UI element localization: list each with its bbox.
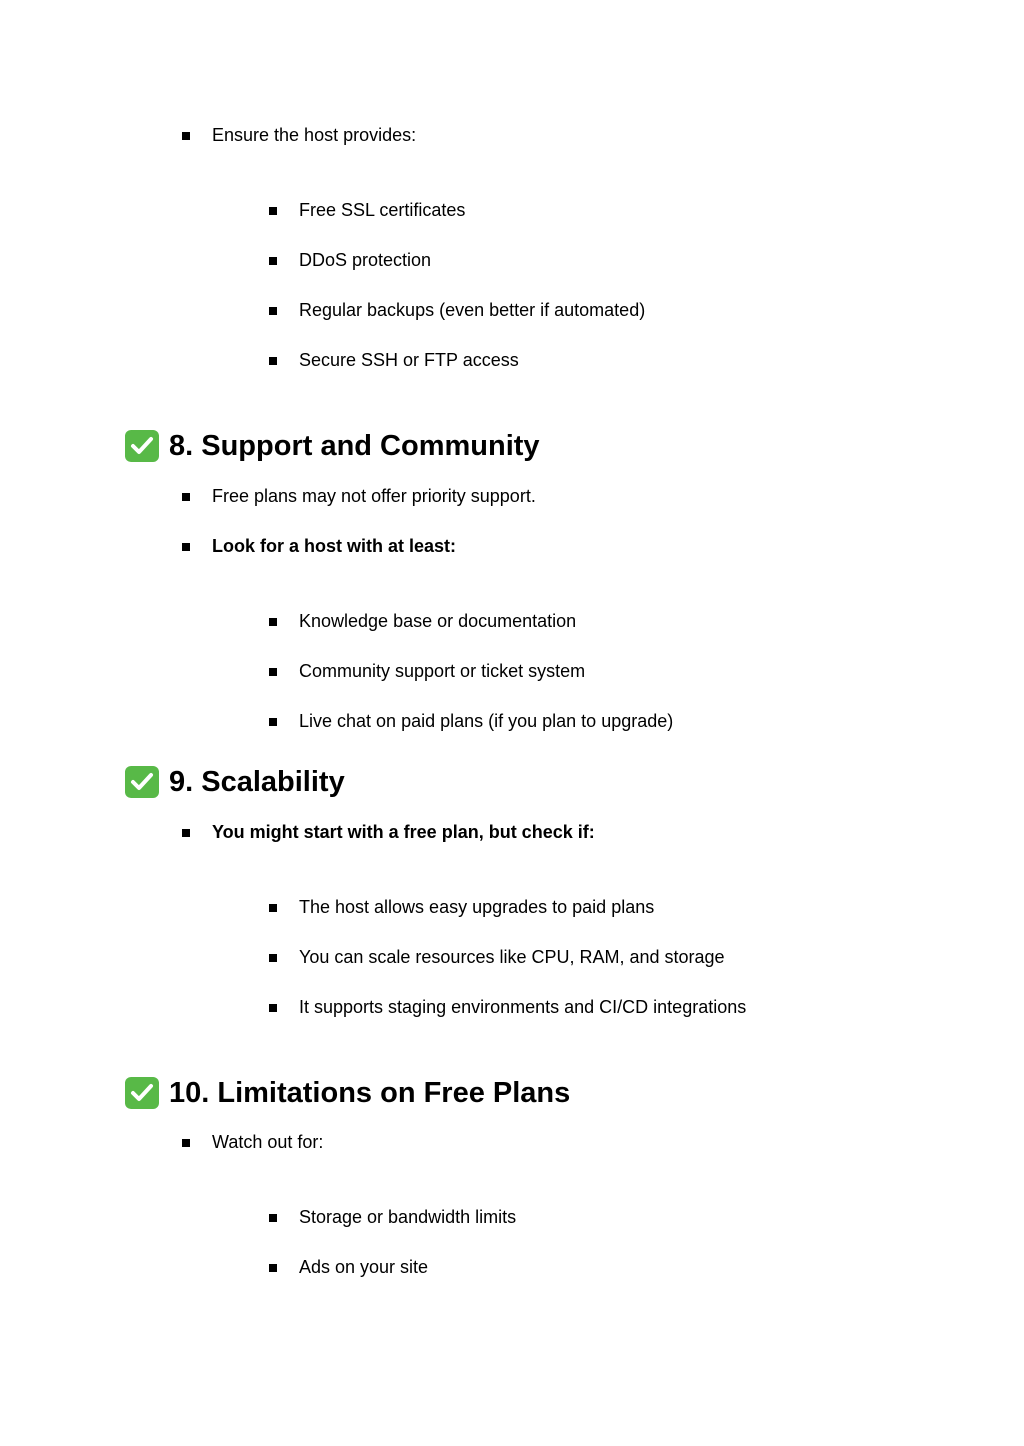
- square-bullet-icon: [269, 618, 277, 626]
- square-bullet-icon: [269, 207, 277, 215]
- square-bullet-icon: [269, 1214, 277, 1222]
- square-bullet-icon: [182, 543, 190, 551]
- square-bullet-icon: [269, 357, 277, 365]
- square-bullet-icon: [182, 132, 190, 140]
- square-bullet-icon: [269, 1264, 277, 1272]
- square-bullet-icon: [269, 718, 277, 726]
- document-page: Ensure the host provides: Free SSL certificates DDoS protection Regular backups (even better if automated) Secure SSH or FTP access 8. Support and Community Free plans may not offer priority support. Look for a host with at least: Knowledge base or documentation Community support or ticket system Live chat on paid plans (if you plan to upgrade) 9. Scalability You might start with a free plan, but check if: The host allows easy upgrades to paid plans You can scale resources like CPU, RAM, and storage It supports staging environments and CI/CD integrations 10. Limitations on Free Plans Watch out for: Storage or bandwidth limits Ads on your site: [0, 0, 1024, 1446]
- square-bullet-icon: [269, 307, 277, 315]
- square-bullet-icon: [182, 1139, 190, 1147]
- square-bullet-icon: [269, 257, 277, 265]
- square-bullet-icon: [182, 829, 190, 837]
- square-bullet-icon: [269, 1004, 277, 1012]
- square-bullet-icon: [269, 668, 277, 676]
- square-bullet-icon: [269, 904, 277, 912]
- square-bullet-icon: [269, 954, 277, 962]
- check-mark-button-icon: [125, 766, 159, 798]
- check-mark-button-icon: [125, 1077, 159, 1109]
- check-mark-button-icon: [125, 430, 159, 462]
- square-bullet-icon: [182, 493, 190, 501]
